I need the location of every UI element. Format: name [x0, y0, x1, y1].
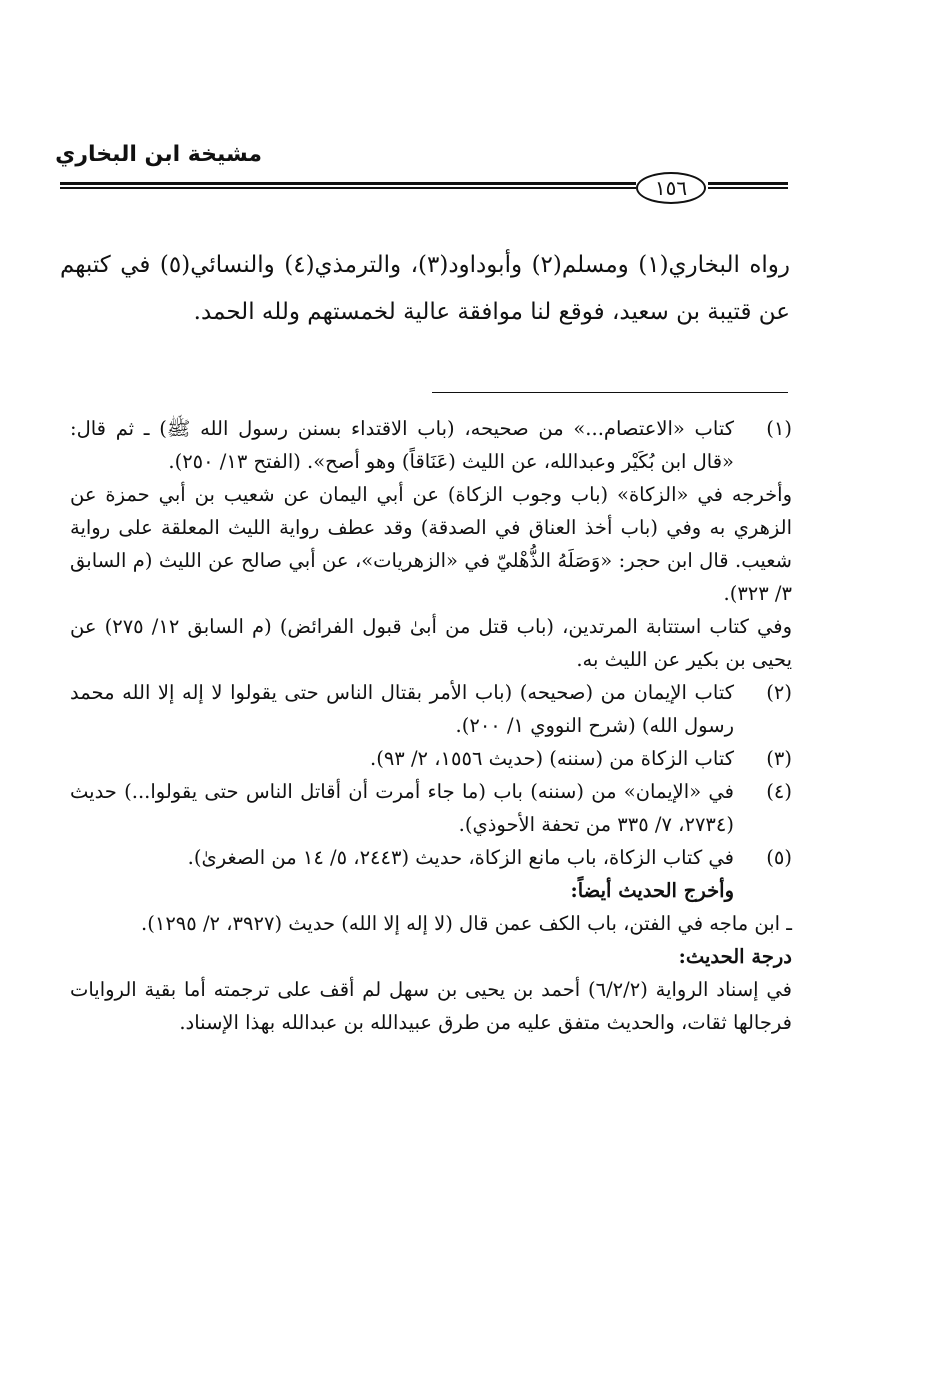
also-ibn-majah: ـ ابن ماجه في الفتن، باب الكف عمن قال (لا إله إلا الله) حديث (٣٩٢٧، ٢/ ١٢٩٥).	[141, 912, 792, 935]
footnote-2	[70, 676, 792, 742]
main-text	[60, 242, 790, 336]
footnote-marker: (٤)	[766, 780, 792, 803]
footnote-text: كتاب الإيمان من (صحيحه) (باب الأمر بقتال الناس حتى يقولوا لا إله إلا الله محمد رسول الله) (شرح النووي ١/ ٢٠٠).	[70, 681, 734, 737]
footnote-3	[70, 742, 792, 775]
header-rule-right	[708, 182, 788, 189]
footnote-4	[70, 775, 792, 841]
footnote-marker: (١)	[766, 417, 792, 440]
also-heading: وأخرج الحديث أيضاً:	[570, 879, 734, 902]
running-title: مشيخة ابن البخاري	[55, 142, 262, 167]
header-rule-left	[60, 182, 636, 189]
page-number: ١٥٦	[636, 172, 706, 204]
grade-paragraph: في إسناد الرواية (٦/٢/٢) أحمد بن يحيى بن سهل لم أقف على ترجمته أما بقية الروايات فرجالها ثقات، والحديث متفق عليه من طرق عبيدالله بن عبدالله بهذا الإسناد.	[70, 978, 792, 1034]
footnote-1	[70, 412, 792, 478]
footnote-separator	[432, 392, 788, 393]
footnote-text: في «الإيمان» من (سننه) باب (ما جاء أمرت أن أقاتل الناس حتى يقولوا...) حديث (٢٧٣٤، ٧/ ٣٣٥ من تحفة الأحوذي).	[70, 780, 734, 836]
footnote-marker: (٣)	[766, 747, 792, 770]
footnote-continuation: وأخرجه في «الزكاة» (باب وجوب الزكاة) عن أبي اليمان عن شعيب بن أبي حمزة عن الزهري به وفي (باب أخذ العناق في الصدقة) وقد عطف رواية الليث المعلقة على رواية شعيب. قال ابن حجر: «وَصَلَهُ الذُّهْليّ في «الزهريات»، عن أبي صالح عن الليث (م السابق ٣/ ٣٢٣).	[70, 483, 792, 605]
footnote-5	[70, 841, 792, 874]
grade-heading: درجة الحديث:	[678, 945, 792, 968]
footnote-text: في كتاب الزكاة، باب مانع الزكاة، حديث (٢٤٤٣، ٥/ ١٤ من الصغرىٰ).	[187, 846, 734, 869]
footnote-text: كتاب «الاعتصام...» من صحيحه، (باب الاقتداء بسنن رسول الله ﷺ) ـ ثم قال: «قال ابن بُكَيْر وعبدالله، عن الليث (عَنَاقاً) وهو أصح». (الفتح ١٣/ ٢٥٠).	[70, 417, 734, 473]
footnote-continuation: وفي كتاب استتابة المرتدين، (باب قتل من أبىٰ قبول الفرائض) (م السابق ١٢/ ٢٧٥) عن يحيى بن بكير عن الليث به.	[70, 615, 792, 671]
footnote-text: كتاب الزكاة من (سننه) (حديث ١٥٥٦، ٢/ ٩٣).	[370, 747, 734, 770]
footnote-marker: (٢)	[766, 681, 792, 704]
main-paragraph: رواه البخاري(١) ومسلم(٢) وأبوداود(٣)، والترمذي(٤) والنسائي(٥) في كتبهم عن قتيبة بن سعيد، فوقع لنا موافقة عالية لخمستهم ولله الحمد.	[60, 252, 790, 325]
footnotes	[70, 412, 792, 1039]
footnote-marker: (٥)	[766, 846, 792, 869]
